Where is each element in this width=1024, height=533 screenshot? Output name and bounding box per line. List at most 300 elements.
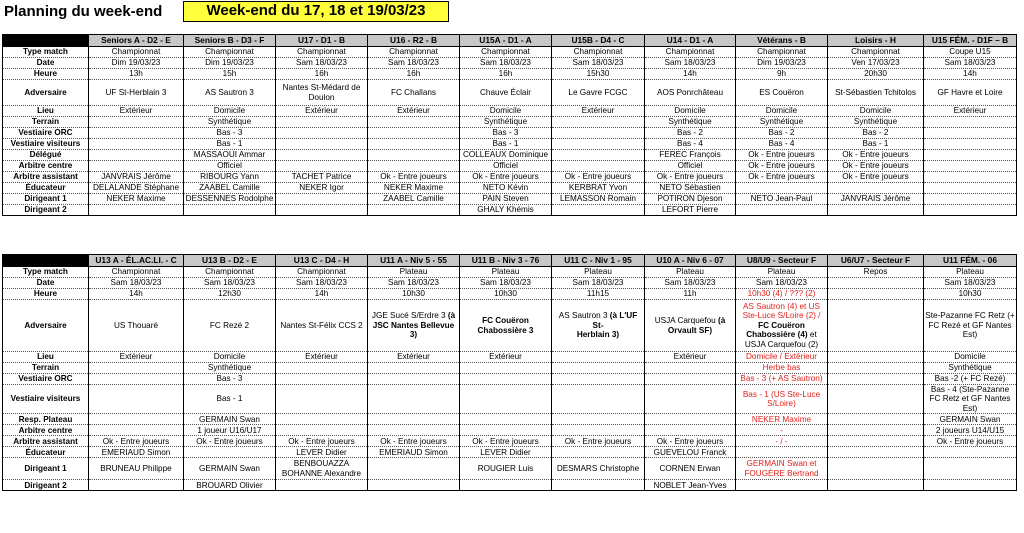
table-cell <box>828 300 924 352</box>
table-cell <box>552 128 645 139</box>
team-header: U10 A - Niv 6 - 07 <box>645 255 736 267</box>
row-label: Type match <box>3 47 89 58</box>
table-row <box>3 194 1017 205</box>
row-label: Dirigeant 1 <box>3 458 89 480</box>
table-cell: 14h <box>924 69 1017 80</box>
table-cell: Extérieur <box>368 352 460 363</box>
table-cell <box>368 139 460 150</box>
row-label: Date <box>3 58 89 69</box>
table-cell <box>552 139 645 150</box>
table-cell: Extérieur <box>460 352 552 363</box>
table-cell <box>89 374 184 385</box>
table-cell: GUEVELOU Franck <box>645 447 736 458</box>
table-cell: US Thouaré <box>89 300 184 352</box>
table-cell: BENBOUAZZA BOHANNE Alexandre <box>276 458 368 480</box>
table-cell <box>276 117 368 128</box>
table-cell <box>552 352 645 363</box>
table-cell <box>924 447 1017 458</box>
table-cell <box>736 480 828 491</box>
table-cell: Plateau <box>645 267 736 278</box>
table-row <box>3 106 1017 117</box>
table-cell <box>89 425 184 436</box>
table-row <box>3 447 1017 458</box>
table-cell: 14h <box>645 69 736 80</box>
table-cell: Ok - Entre joueurs <box>368 436 460 447</box>
table-cell <box>368 117 460 128</box>
table-cell <box>924 150 1017 161</box>
table-cell: Bas - 1 <box>828 139 924 150</box>
table-cell: NEKER Maxime <box>368 183 460 194</box>
table-cell: UF St-Herblain 3 <box>89 80 184 106</box>
table-cell: Bas - 3 (+ AS Sautron) <box>736 374 828 385</box>
table-cell: GERMAIN Swan et FOUGÈRE Bertrand <box>736 458 828 480</box>
team-header: U13 C - D4 - H <box>276 255 368 267</box>
table-cell: Ok - Entre joueurs <box>460 172 552 183</box>
team-header: Seniors A - D2 - E <box>89 35 184 47</box>
table-cell: CORNEN Erwan <box>645 458 736 480</box>
adversaire-fragment: (à L'UF St- <box>592 311 638 330</box>
table-cell: Dim 19/03/23 <box>736 58 828 69</box>
table-row <box>3 161 1017 172</box>
table-cell: Sam 18/03/23 <box>645 58 736 69</box>
adversaire-fragment: AS Sautron 3 <box>558 311 610 321</box>
table-cell: Synthétique <box>460 117 552 128</box>
table-cell: 16h <box>276 69 368 80</box>
table-cell: AOS Ponrchâteau <box>645 80 736 106</box>
team-header: U6/U7 - Secteur F <box>828 255 924 267</box>
table-cell: Bas - 4 <box>736 139 828 150</box>
table-cell: Ok - Entre joueurs <box>552 436 645 447</box>
table-cell <box>736 447 828 458</box>
table-cell: Domicile <box>736 106 828 117</box>
table-cell <box>924 194 1017 205</box>
table-cell: Bas - 4 <box>645 139 736 150</box>
table-cell: Domicile <box>828 106 924 117</box>
table-cell <box>828 447 924 458</box>
row-label: Vestiaire ORC <box>3 374 89 385</box>
table-cell: Officiel <box>184 161 276 172</box>
row-label: Heure <box>3 69 89 80</box>
team-header: U11 A - Niv 5 - 55 <box>368 255 460 267</box>
table-cell: Championnat <box>276 47 368 58</box>
corner-cell <box>3 255 89 267</box>
table-cell: Ok - Entre joueurs <box>924 436 1017 447</box>
table-cell: Plateau <box>924 267 1017 278</box>
table-cell <box>368 150 460 161</box>
table-cell: Sam 18/03/23 <box>184 278 276 289</box>
row-label: Vestiaire visiteurs <box>3 139 89 150</box>
table-cell <box>276 363 368 374</box>
adversaire-fragment: FC Couëron Chabossière (4) <box>746 320 808 340</box>
table-cell: 11h15 <box>552 289 645 300</box>
table-cell: Championnat <box>828 47 924 58</box>
table-cell: FC Challans <box>368 80 460 106</box>
table-cell: Extérieur <box>276 352 368 363</box>
table-cell: Extérieur <box>924 106 1017 117</box>
table-cell <box>924 205 1017 216</box>
table-cell: 11h <box>645 289 736 300</box>
table-row <box>3 300 1017 352</box>
table-cell: LEMASSON Romain <box>552 194 645 205</box>
table-cell <box>828 374 924 385</box>
table-cell <box>828 480 924 491</box>
table-row <box>3 205 1017 216</box>
table-cell: AS Sautron 3 <box>184 80 276 106</box>
table-cell <box>645 385 736 414</box>
table-cell <box>828 414 924 425</box>
table-cell: Sam 18/03/23 <box>924 278 1017 289</box>
table-cell: Ok - Entre joueurs <box>828 161 924 172</box>
table-cell: Ok - Entre joueurs <box>460 436 552 447</box>
team-header: U11 C - Niv 1 - 95 <box>552 255 645 267</box>
table-cell: Synthétique <box>736 117 828 128</box>
table-cell <box>828 436 924 447</box>
table-cell: Sam 18/03/23 <box>645 278 736 289</box>
table-cell: Ok - Entre joueurs <box>89 436 184 447</box>
table-cell: Ste-Pazanne FC Retz (+ FC Rezé et GF Nantes Est) <box>924 300 1017 352</box>
table-row <box>3 267 1017 278</box>
table-cell: ZAABEL Camille <box>184 183 276 194</box>
table-cell: ROUGIER Luis <box>460 458 552 480</box>
table-cell: Plateau <box>552 267 645 278</box>
table-cell <box>552 447 645 458</box>
table-cell: TACHET Patrice <box>276 172 368 183</box>
table-cell <box>89 161 184 172</box>
table-cell: Extérieur <box>276 106 368 117</box>
table-cell <box>828 289 924 300</box>
table-cell <box>924 161 1017 172</box>
table-cell: Dim 19/03/23 <box>184 58 276 69</box>
table-row <box>3 150 1017 161</box>
table-cell <box>552 150 645 161</box>
table-cell <box>552 161 645 172</box>
table-cell <box>368 374 460 385</box>
table-cell: Bas -2 (+ FC Rezé) <box>924 374 1017 385</box>
table-cell: MASSAOUI Ammar <box>184 150 276 161</box>
table-cell: Domicile <box>460 106 552 117</box>
table-cell: RIBOURG Yann <box>184 172 276 183</box>
table-cell: Sam 18/03/23 <box>552 58 645 69</box>
table-cell <box>368 480 460 491</box>
table-cell: Herbe bas <box>736 363 828 374</box>
row-label: Délégué <box>3 150 89 161</box>
table-cell: Sam 18/03/23 <box>276 278 368 289</box>
table-cell: Chauve Éclair <box>460 80 552 106</box>
table-cell <box>89 414 184 425</box>
corner-cell <box>3 35 89 47</box>
table-cell: Bas - 2 <box>828 128 924 139</box>
table-cell <box>552 363 645 374</box>
adversaire-fragment: FC Couëron <box>482 316 529 326</box>
table-cell: Synthétique <box>924 363 1017 374</box>
table-cell: 20h30 <box>828 69 924 80</box>
table-cell: Championnat <box>89 267 184 278</box>
table-cell: GERMAIN Swan <box>184 414 276 425</box>
table-cell: Officiel <box>460 161 552 172</box>
table-cell: NOBLET Jean-Yves <box>645 480 736 491</box>
table-cell: Plateau <box>460 267 552 278</box>
table-cell: 12h30 <box>184 289 276 300</box>
table-cell <box>276 194 368 205</box>
table-cell: Ven 17/03/23 <box>828 58 924 69</box>
table-cell: BROUARD Olivier <box>184 480 276 491</box>
table-cell: Bas - 3 <box>460 128 552 139</box>
table-row <box>3 289 1017 300</box>
adversaire-fragment: AS Sautron (4) et US Ste-Luce S/Loire (2) / <box>742 301 821 321</box>
row-label: Terrain <box>3 363 89 374</box>
table-cell: LEFORT Pierre <box>645 205 736 216</box>
adversaire-fragment: JGE Sucé S/Erdre 3 <box>371 311 448 321</box>
table-cell: Dim 19/03/23 <box>89 58 184 69</box>
table-cell: NEKER Maxime <box>736 414 828 425</box>
table-cell: Ok - Entre joueurs <box>184 436 276 447</box>
table-cell: Ok - Entre joueurs <box>368 172 460 183</box>
table-cell: Nantes St-Médard de Doulon <box>276 80 368 106</box>
row-label: Arbitre centre <box>3 161 89 172</box>
team-header: U13 B - D2 - E <box>184 255 276 267</box>
table-cell <box>924 117 1017 128</box>
table-cell <box>276 374 368 385</box>
table-cell: Sam 18/03/23 <box>924 58 1017 69</box>
table-cell: DESSENNES Rodolphe <box>184 194 276 205</box>
table-cell <box>89 385 184 414</box>
table-cell <box>645 374 736 385</box>
table-cell: COLLEAUX Dominique <box>460 150 552 161</box>
table-row <box>3 117 1017 128</box>
table-cell: Synthétique <box>645 117 736 128</box>
team-header: U15A - D1 - A <box>460 35 552 47</box>
table-row <box>3 128 1017 139</box>
table-cell <box>828 278 924 289</box>
table-cell: Repos <box>828 267 924 278</box>
table-cell <box>368 161 460 172</box>
table-cell <box>276 425 368 436</box>
table-cell: Championnat <box>460 47 552 58</box>
table-cell <box>276 414 368 425</box>
table-cell: 10h30 <box>924 289 1017 300</box>
adversaire-fragment: Chabossière 3 <box>477 325 534 335</box>
table-cell: 10h30 (4) / ??? (2) <box>736 289 828 300</box>
table-cell <box>460 425 552 436</box>
table-cell <box>552 205 645 216</box>
table-cell: Ok - Entre joueurs <box>736 172 828 183</box>
table-cell: DELALANDE Stéphane <box>89 183 184 194</box>
table-cell: JANVRAIS Jérôme <box>828 194 924 205</box>
row-label: Resp. Plateau <box>3 414 89 425</box>
table-cell: Coupe U15 <box>924 47 1017 58</box>
table-cell <box>736 300 828 352</box>
table-cell: Sam 18/03/23 <box>89 278 184 289</box>
row-label: Adversaire <box>3 300 89 352</box>
table-cell <box>736 183 828 194</box>
row-label: Éducateur <box>3 183 89 194</box>
row-label: Adversaire <box>3 80 89 106</box>
team-header: U15B - D4 - C <box>552 35 645 47</box>
table-cell: 16h <box>460 69 552 80</box>
team-header: U17 - D1 - B <box>276 35 368 47</box>
table-cell: GERMAIN Swan <box>924 414 1017 425</box>
row-label: Vestiaire ORC <box>3 128 89 139</box>
table-cell: GERMAIN Swan <box>184 458 276 480</box>
team-header: U11 B - Niv 3 - 76 <box>460 255 552 267</box>
table-cell: Ok - Entre joueurs <box>645 436 736 447</box>
table-cell <box>89 150 184 161</box>
table-cell <box>552 374 645 385</box>
table-cell <box>645 414 736 425</box>
table-cell: NETO Sébastien <box>645 183 736 194</box>
table-cell <box>89 363 184 374</box>
table-cell <box>460 414 552 425</box>
adversaire-fragment: (à <box>717 316 726 326</box>
table-cell: EMERIAUD Simon <box>89 447 184 458</box>
table-cell: 2 joueurs U14/U15 <box>924 425 1017 436</box>
table-cell <box>276 161 368 172</box>
table-cell: 14h <box>89 289 184 300</box>
table-cell: Championnat <box>89 47 184 58</box>
table-row <box>3 80 1017 106</box>
table-cell <box>828 352 924 363</box>
table-cell <box>89 139 184 150</box>
table-cell <box>460 300 552 352</box>
table-cell <box>460 374 552 385</box>
table-cell: Championnat <box>645 47 736 58</box>
table-row <box>3 385 1017 414</box>
table-cell: Extérieur <box>89 352 184 363</box>
table-cell <box>276 150 368 161</box>
schedule-table-1 <box>2 34 1017 216</box>
table-cell <box>828 183 924 194</box>
table-cell: FC Rezé 2 <box>184 300 276 352</box>
table-cell <box>368 385 460 414</box>
table-row <box>3 458 1017 480</box>
table-cell: Domicile <box>645 106 736 117</box>
table-cell: Bas - 2 <box>736 128 828 139</box>
table-cell <box>460 385 552 414</box>
table-cell: POTIRON Djeson <box>645 194 736 205</box>
table-cell: ES Couëron <box>736 80 828 106</box>
table-cell: Bas - 3 <box>184 128 276 139</box>
table-cell <box>368 205 460 216</box>
row-label: Arbitre assistant <box>3 436 89 447</box>
row-label: Lieu <box>3 352 89 363</box>
row-label: Dirigeant 2 <box>3 480 89 491</box>
table-row <box>3 69 1017 80</box>
table-cell: 15h30 <box>552 69 645 80</box>
table-cell: Officiel <box>645 161 736 172</box>
table-cell: Domicile / Extérieur <box>736 352 828 363</box>
table-cell: BRUNEAU Philippe <box>89 458 184 480</box>
table-cell <box>89 205 184 216</box>
table-cell: DESMARS Christophe <box>552 458 645 480</box>
adversaire-fragment: Orvault SF) <box>667 325 713 335</box>
table-cell <box>276 139 368 150</box>
adversaire-fragment: USJA Carquefou <box>654 316 718 326</box>
table-cell <box>460 480 552 491</box>
table-row <box>3 425 1017 436</box>
table-cell: Domicile <box>184 352 276 363</box>
team-header: U14 - D1 - A <box>645 35 736 47</box>
table-cell: Championnat <box>184 267 276 278</box>
table-cell <box>89 480 184 491</box>
table-cell <box>89 128 184 139</box>
adversaire-fragment: Herblain 3) <box>576 330 620 340</box>
table-cell: 16h <box>368 69 460 80</box>
table-cell <box>184 447 276 458</box>
table-cell: Bas - 1 <box>184 385 276 414</box>
table-cell: LEVER Didier <box>460 447 552 458</box>
table-cell: KERBRAT Yvon <box>552 183 645 194</box>
table-row <box>3 374 1017 385</box>
table-cell: Nantes St-Félix CCS 2 <box>276 300 368 352</box>
table-cell: Championnat <box>552 47 645 58</box>
table-row <box>3 183 1017 194</box>
table-cell: Championnat <box>184 47 276 58</box>
table-cell <box>276 128 368 139</box>
table-cell: Synthétique <box>184 117 276 128</box>
table-cell: Bas - 2 <box>645 128 736 139</box>
table-cell: Championnat <box>368 47 460 58</box>
table-cell <box>368 363 460 374</box>
table-cell <box>924 183 1017 194</box>
table-cell: Synthétique <box>184 363 276 374</box>
row-label: Type match <box>3 267 89 278</box>
table-cell: Bas - 1 <box>460 139 552 150</box>
table-cell: NETO Jean-Paul <box>736 194 828 205</box>
schedule-table-2 <box>2 254 1017 491</box>
table-cell <box>276 480 368 491</box>
table-cell: Domicile <box>184 106 276 117</box>
table-cell <box>368 425 460 436</box>
table-cell: LEVER Didier <box>276 447 368 458</box>
row-label: Éducateur <box>3 447 89 458</box>
table-cell: Sam 18/03/23 <box>368 278 460 289</box>
table-cell <box>89 117 184 128</box>
table-cell: Bas - 4 (Ste-Pazanne FC Retz et GF Nantes Est) <box>924 385 1017 414</box>
table-cell: NETO Kévin <box>460 183 552 194</box>
table-cell <box>368 458 460 480</box>
table-cell: Le Gavre FCGC <box>552 80 645 106</box>
table-cell <box>828 385 924 414</box>
table-cell <box>924 458 1017 480</box>
row-label: Dirigeant 1 <box>3 194 89 205</box>
table-row <box>3 352 1017 363</box>
table-cell: Ok - Entre joueurs <box>276 436 368 447</box>
row-label: Lieu <box>3 106 89 117</box>
row-label: Dirigeant 2 <box>3 205 89 216</box>
table-cell: - / - <box>736 436 828 447</box>
row-label: Arbitre assistant <box>3 172 89 183</box>
row-label: Vestiaire visiteurs <box>3 385 89 414</box>
table-cell: NEKER Maxime <box>89 194 184 205</box>
table-cell: 9h <box>736 69 828 80</box>
row-label: Terrain <box>3 117 89 128</box>
table-cell <box>828 458 924 480</box>
table-cell: Bas - 1 (US Ste-Luce S/Loire) <box>736 385 828 414</box>
table-cell: Plateau <box>368 267 460 278</box>
table-cell: Extérieur <box>552 106 645 117</box>
table-cell: Sam 18/03/23 <box>736 278 828 289</box>
table-cell: 15h <box>184 69 276 80</box>
table-cell: Plateau <box>736 267 828 278</box>
team-header: U11 FÉM. - 06 <box>924 255 1017 267</box>
table-row <box>3 363 1017 374</box>
table-cell: GHALY Khémis <box>460 205 552 216</box>
table-cell: Sam 18/03/23 <box>552 278 645 289</box>
table-cell <box>368 300 460 352</box>
table-cell: Ok - Entre joueurs <box>828 172 924 183</box>
table-cell <box>828 363 924 374</box>
table-cell: Domicile <box>924 352 1017 363</box>
